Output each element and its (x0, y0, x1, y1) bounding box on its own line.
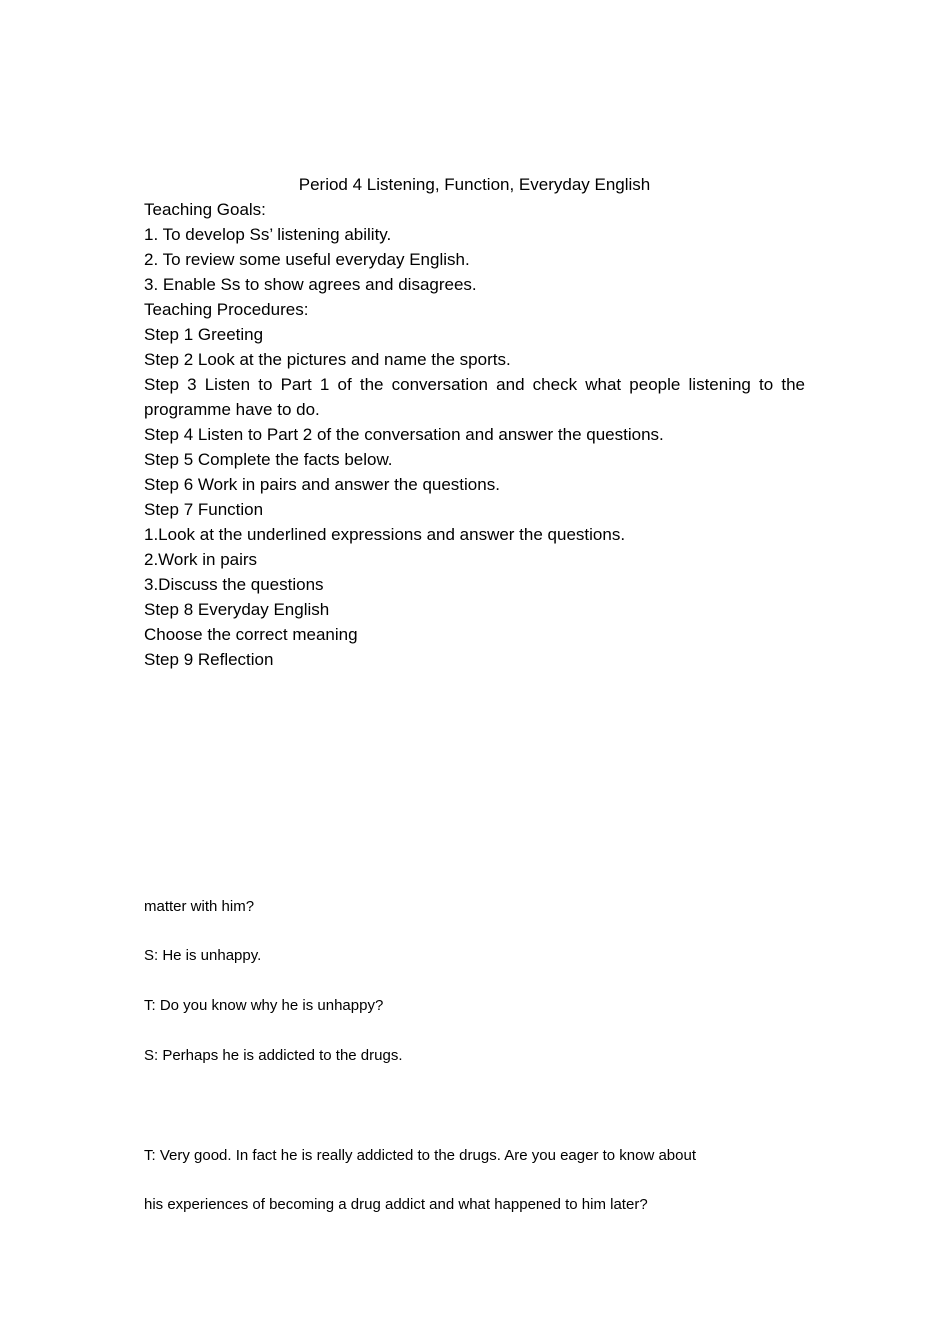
text-line: Teaching Goals: (144, 200, 266, 219)
dialogue-line: S: Perhaps he is addicted to the drugs. (144, 1047, 403, 1064)
lesson-plan-body (144, 172, 805, 672)
text-line: Step 5 Complete the facts below. (144, 450, 393, 469)
dialogue-line: matter with him? (144, 898, 255, 915)
text-line: Step 4 Listen to Part 2 of the conversation and answer the questions. (144, 425, 664, 444)
text-line: Step 6 Work in pairs and answer the questions. (144, 475, 500, 494)
text-line: Step 9 Reflection (144, 650, 274, 669)
text-line: 2.Work in pairs (144, 550, 258, 569)
dialogue-line: T: Do you know why he is unhappy? (144, 997, 384, 1014)
step3-line-2: programme have to do. (144, 400, 320, 419)
text-line: 1. To develop Ss’ listening ability. (144, 225, 392, 244)
text-line: 2. To review some useful everyday English. (144, 250, 470, 269)
dialogue-line: T: Very good. In fact he is really addicted to the drugs. Are you eager to know about (144, 1147, 697, 1164)
page-title: Period 4 Listening, Function, Everyday English (298, 175, 651, 194)
text-line: Step 7 Function (144, 500, 264, 519)
text-line: Step 8 Everyday English (144, 600, 330, 619)
text-line: Step 2 Look at the pictures and name the sports. (144, 350, 511, 369)
text-line: 3.Discuss the questions (144, 575, 324, 594)
step3-line-1: Step 3 Listen to Part 1 of the conversation and check what people listening to the (144, 375, 805, 394)
text-line: Step 1 Greeting (144, 325, 264, 344)
text-line: 3. Enable Ss to show agrees and disagrees. (144, 275, 477, 294)
dialogue-line: his experiences of becoming a drug addict and what happened to him later? (144, 1196, 648, 1213)
text-line: Choose the correct meaning (144, 625, 358, 644)
text-line: Teaching Procedures: (144, 300, 309, 319)
text-line: 1.Look at the underlined expressions and answer the questions. (144, 525, 626, 544)
dialogue-line: S: He is unhappy. (144, 947, 262, 964)
